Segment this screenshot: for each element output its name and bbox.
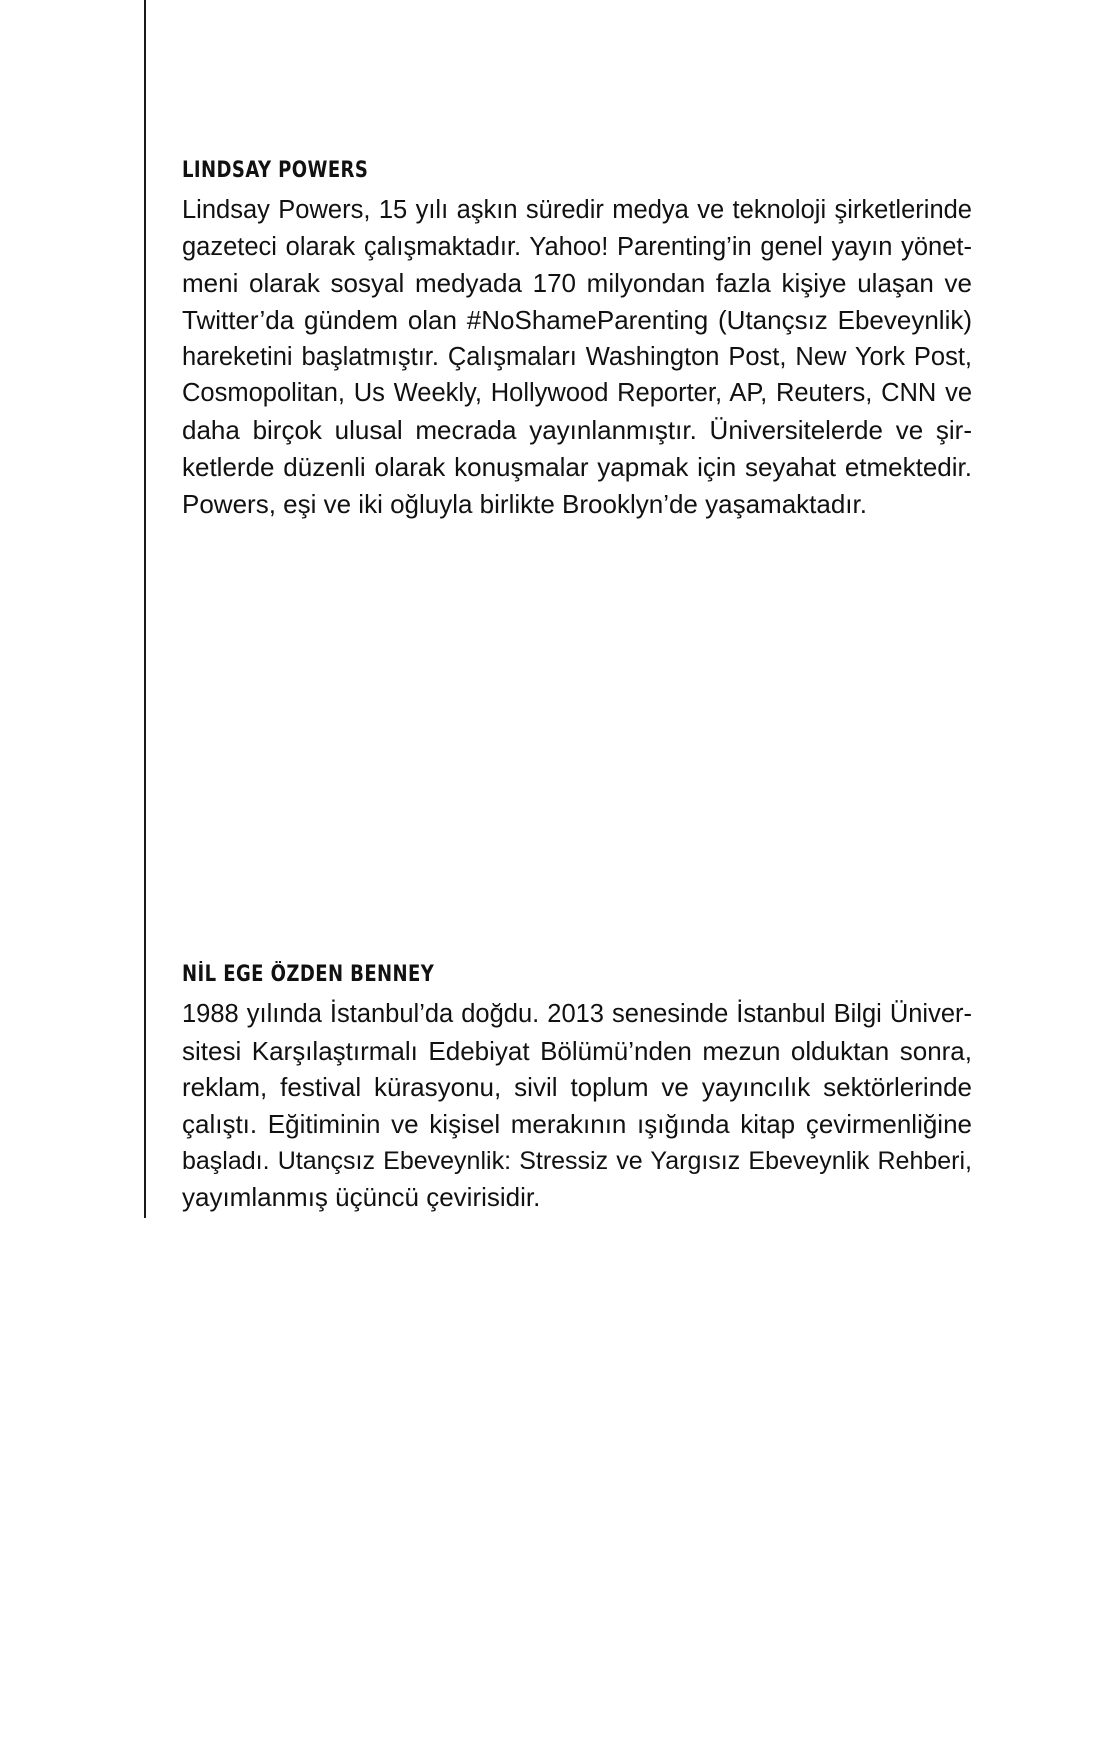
author-name-heading: LINDSAY POWERS — [182, 158, 369, 183]
bio-text-line: sitesi Karşılaştırmalı Edebiyat Bölümü’nden mezun olduktan sonra, — [182, 1035, 972, 1066]
bio-text-line: daha birçok ulusal mecrada yayınlanmıştır. Üniversitelerde ve şir- — [182, 415, 972, 446]
translator-bio — [182, 962, 972, 1216]
bio-text-line: Twitter’da gündem olan #NoShameParenting (Utançsız Ebeveynlik) — [182, 305, 972, 336]
bio-text-line: reklam, festival kürasyonu, sivil toplum ve yayıncılık sektörlerinde — [182, 1072, 972, 1103]
author-bio-text — [182, 192, 972, 522]
bio-text-line: meni olarak sosyal medyada 170 milyondan fazla kişiye ulaşan ve — [182, 268, 972, 299]
bio-text-line: hareketini başlatmıştır. Çalışmaları Washington Post, New York Post, — [182, 342, 972, 371]
translator-bio-text — [182, 996, 972, 1216]
bio-text-line: Powers, eşi ve iki oğluyla birlikte Brooklyn’de yaşamaktadır. — [182, 488, 867, 519]
bio-text-line: gazeteci olarak çalışmaktadır. Yahoo! Parenting’in genel yayın yönet- — [182, 232, 972, 261]
bio-text-line: ketlerde düzenli olarak konuşmalar yapmak için seyahat etmektedir. — [182, 451, 972, 482]
bio-text-line: başladı. Utançsız Ebeveynlik: Stressiz ve Yargısız Ebeveynlik Rehberi, — [182, 1146, 972, 1175]
translator-name-heading: NİL EGE ÖZDEN BENNEY — [182, 962, 435, 987]
author-bio — [182, 158, 972, 522]
bio-text-line: Lindsay Powers, 15 yılı aşkın süredir medya ve teknoloji şirketlerinde — [182, 196, 972, 224]
page-margin-line — [144, 0, 146, 1218]
bio-text-line: 1988 yılında İstanbul’da doğdu. 2013 senesinde İstanbul Bilgi Üniver- — [182, 1000, 972, 1028]
bio-text-line: yayımlanmış üçüncü çevirisidir. — [182, 1182, 541, 1213]
bio-text-line: Cosmopolitan, Us Weekly, Hollywood Reporter, AP, Reuters, CNN ve — [182, 379, 972, 408]
bio-text-line: çalıştı. Eğitiminin ve kişisel merakının ışığında kitap çevirmenliğine — [182, 1109, 972, 1140]
